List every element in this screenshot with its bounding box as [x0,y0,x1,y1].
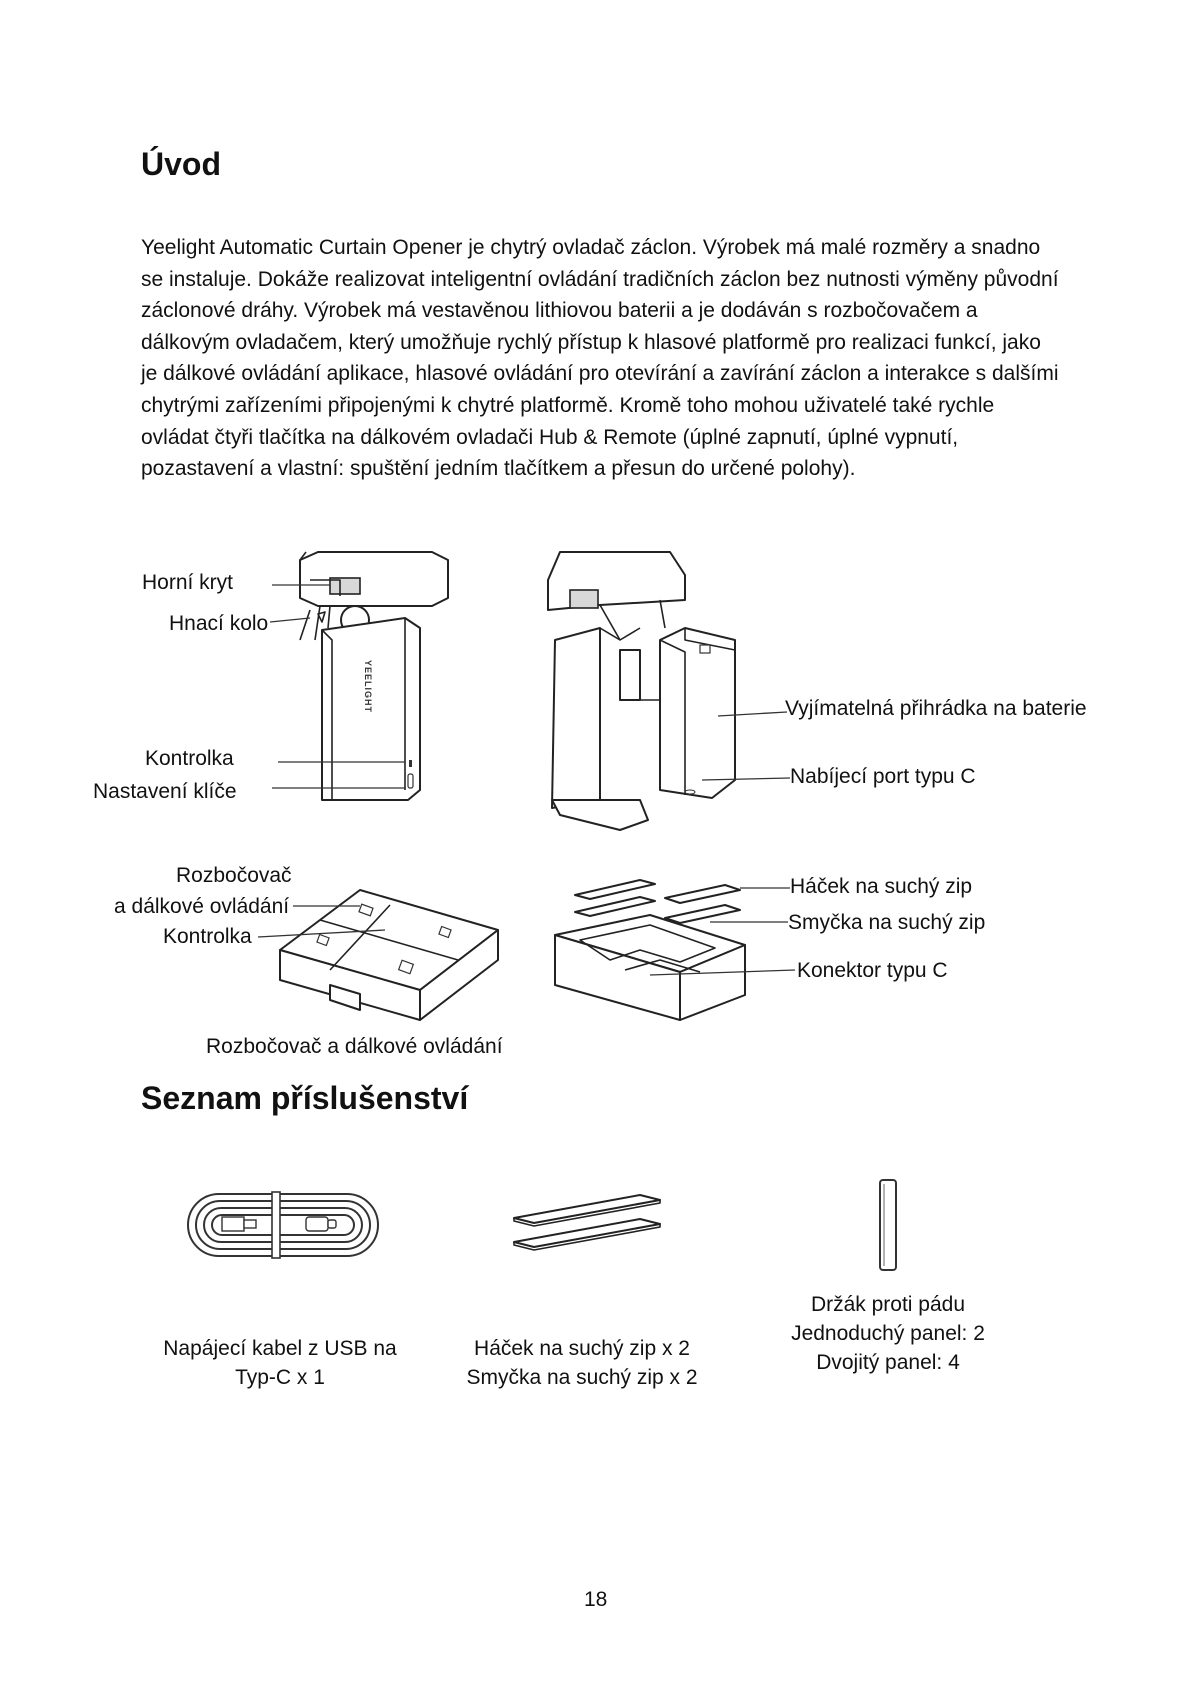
brand-mark: YEELIGHT [363,660,373,714]
accessory-caption-cable [150,1334,410,1392]
label-hub-line2: a dálkové ovládání [114,895,290,918]
accessory-caption-line: Držák proti pádu [810,1293,966,1316]
intro-paragraph: Yeelight Automatic Curtain Opener je chytrý ovladač záclon. Výrobek má malé rozměry a snadno se instaluje. Dokáže realizovat inteligentní ovládání tradičních záclon bez nutnosti výměny původní záclonové dráhy. Výrobek má vestavěnou lithiovou baterii a je dodáván s rozbočovačem a dálkovým ovladačem, který umožňuje rychlý přístup k hlasové platformě pro realizaci funkcí, jako je dálkové ovládání aplikace, hlasové ovládání pro otevírání a zavírání záclon a interakce s dalšími chytrými zařízeními připojenými k chytré platformě. Kromě toho mohou uživatelé také rychle ovládat čtyři tlačítka na dálkovém ovladači Hub & Remote (úplné zapnutí, úplné vypnutí, pozastavení a vlastní: spuštění jedním tlačítkem a přesun do určené polohy). [141,236,1059,481]
accessory-caption-velcro [452,1334,712,1392]
page-number: 18 [584,1588,608,1611]
accessory-caption-holder [758,1290,1018,1377]
label-indicator: Kontrolka [145,747,234,770]
label-battery-compartment: Vyjímatelná přihrádka na baterie [785,697,1087,720]
label-key-setting: Nastavení klíče [93,780,237,803]
label-drive-wheel: Hnací kolo [169,612,269,635]
accessory-caption-line: Jednoduchý panel: 2 [791,1322,985,1345]
label-top-cover: Horní kryt [142,571,234,594]
accessory-caption-line: Napájecí kabel z USB na [163,1337,397,1360]
accessory-caption-line: Dvojitý panel: 4 [816,1351,960,1374]
label-charging-port: Nabíjecí port typu C [790,765,976,788]
accessory-caption-line: Typ-C x 1 [235,1366,325,1389]
label-hub-caption: Rozbočovač a dálkové ovládání [206,1035,503,1058]
section-heading-accessories: Seznam příslušenství [141,1080,469,1116]
label-velcro-hook: Háček na suchý zip [790,875,973,898]
label-hub-indicator: Kontrolka [163,925,252,948]
accessory-caption-line: Smyčka na suchý zip x 2 [466,1366,698,1389]
accessory-caption-line: Háček na suchý zip x 2 [474,1337,690,1360]
label-velcro-loop: Smyčka na suchý zip [788,911,986,934]
label-type-c-connector: Konektor typu C [797,959,948,982]
label-hub-line1: Rozbočovač [176,864,292,887]
section-heading-intro: Úvod [141,146,221,182]
